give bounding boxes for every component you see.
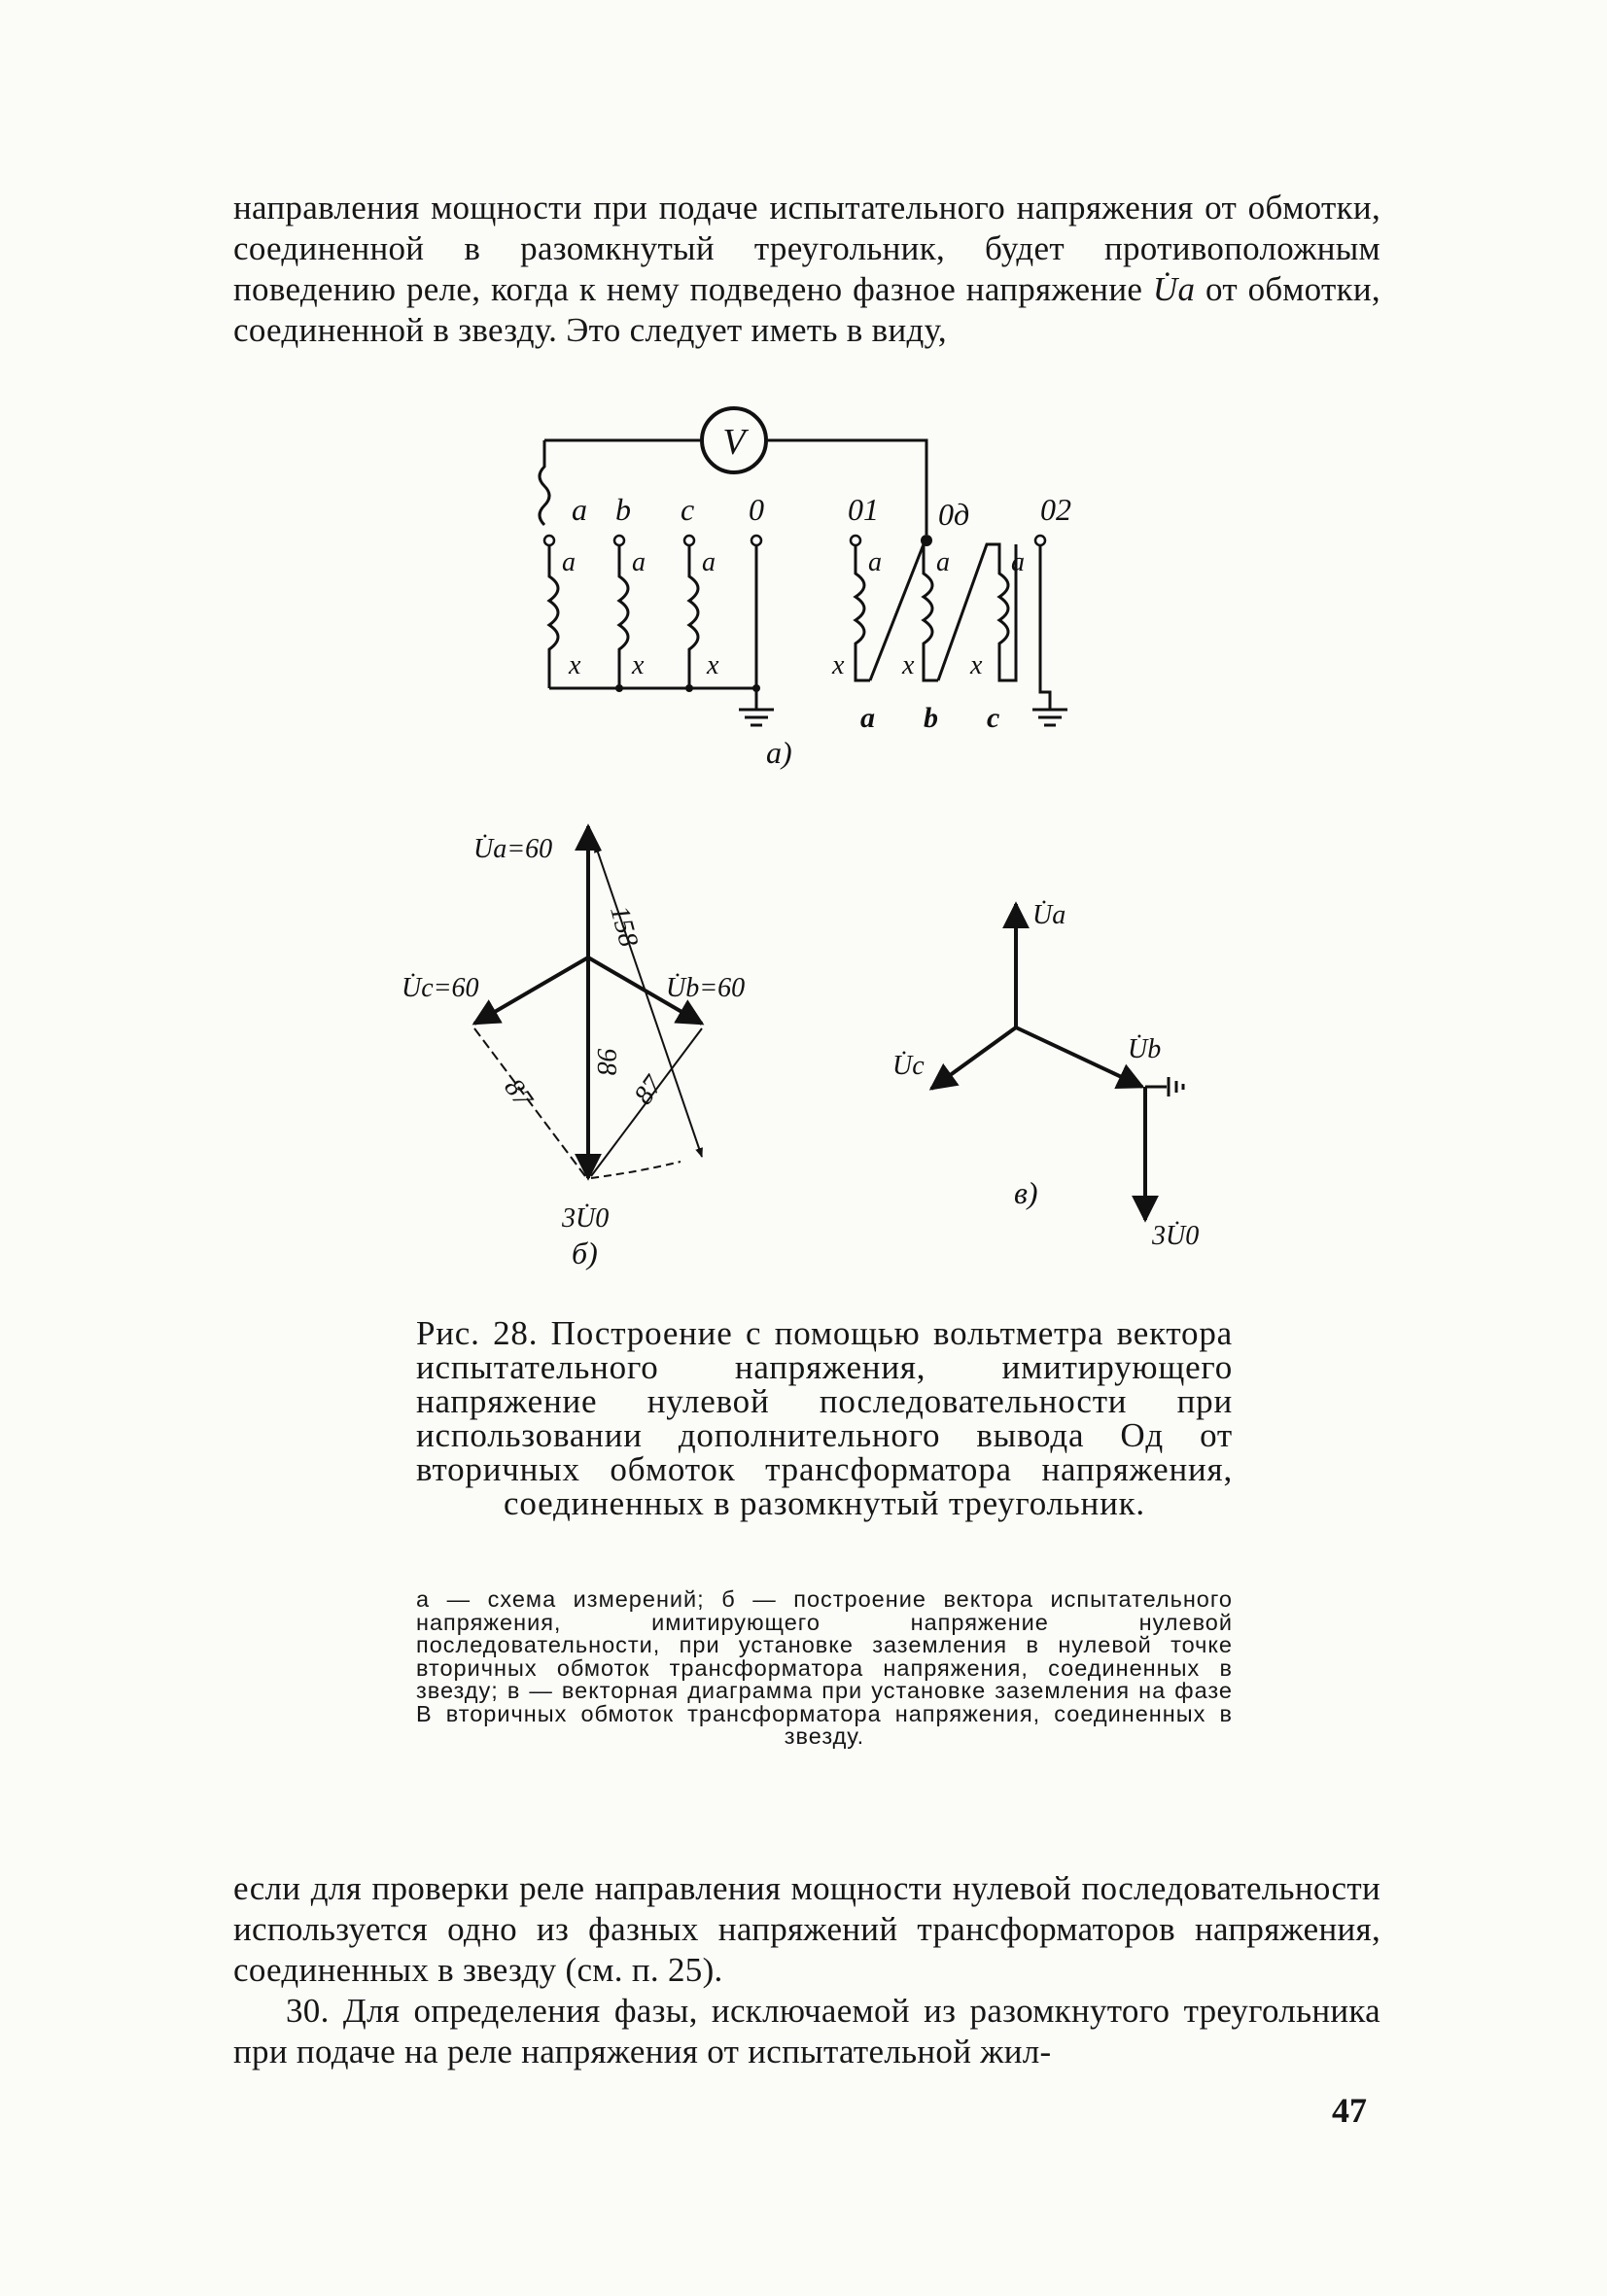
label-star-a: a xyxy=(572,492,587,527)
label-star-c: c xyxy=(681,492,695,527)
delta-ground-lead xyxy=(1040,544,1050,710)
label-star-0: 0 xyxy=(749,492,764,527)
delta-phase-a: a xyxy=(860,702,875,734)
star-ground-icon xyxy=(739,710,774,725)
winding-labels xyxy=(562,547,1025,680)
vector-uc xyxy=(474,957,588,1024)
paragraph-top-variable: U̇a xyxy=(1152,270,1196,308)
node-c xyxy=(685,684,693,692)
part-b-label: б) xyxy=(572,1235,598,1270)
delta-phase-labels xyxy=(860,702,999,734)
label-158: 158 xyxy=(604,902,645,951)
delta-c-end: x xyxy=(970,650,983,680)
paragraph-top-text: направления мощности при подаче испытательного напряжения от обмотки, соединенной в разомкнутый треугольник, будет противоположным поведению реле, когда к нему подведено фазное напряжение xyxy=(233,189,1380,308)
label-delta-01: 01 xyxy=(848,492,879,527)
delta-b-end: x xyxy=(902,650,915,680)
node-b xyxy=(615,684,623,692)
node-neutral xyxy=(752,684,760,692)
label-87-right: 87 xyxy=(628,1070,669,1111)
delta-phase-b: b xyxy=(924,702,938,734)
label-3u0-b: 3U̇0 xyxy=(562,1203,610,1234)
label-delta-0d: 0д xyxy=(938,497,970,532)
star-a-start: a xyxy=(562,547,576,577)
label-star-b: b xyxy=(615,492,631,527)
label-ua-60: U̇a=60 xyxy=(473,834,553,864)
star-c-end: x xyxy=(707,650,719,680)
voltmeter-label: V xyxy=(722,422,746,463)
label-ua-c: U̇a xyxy=(1032,900,1066,930)
vector-ub-c xyxy=(1016,1027,1142,1087)
terminals xyxy=(544,536,1045,545)
terminal-labels xyxy=(572,492,1071,532)
part-a-label: а) xyxy=(766,735,792,770)
dim-line-87-left xyxy=(474,1028,585,1176)
label-98: 98 xyxy=(591,1048,621,1075)
star-c-start: a xyxy=(702,547,716,577)
paragraph-bottom-1: если для проверки реле направления мощности нулевой последовательности используется одно из фазных напряжений трансформаторов напряжения, соединенных в звезду (см. п. 25). xyxy=(233,1869,1380,1989)
part-c-label: в) xyxy=(1014,1175,1038,1210)
paragraph-top-tail: от обмотки, соединенной в звезду. Это следует иметь в виду, xyxy=(233,270,1380,349)
circuit-diagram xyxy=(540,440,1067,725)
delta-a-end: x xyxy=(832,650,845,680)
star-winding-c xyxy=(689,544,698,688)
figure-legend: а — схема измерений; б — построение вектора испытательного напряжения, имитирующего напряжение нулевой последовательности, при установке заземления в нулевой точке вторичных обмоток трансформатора напряжения, соединенных в звезду; в — векторная диаграмма при установке заземления на фазе B вторичных обмоток трансформатора напряжения, соединенных в звезду. xyxy=(416,1586,1233,1749)
star-b-start: a xyxy=(632,547,646,577)
vector-uc-c xyxy=(931,1027,1016,1089)
ground-icon-c xyxy=(1169,1077,1183,1096)
label-uc-c: U̇c xyxy=(892,1051,925,1081)
label-delta-02: 02 xyxy=(1040,492,1071,527)
star-a-end: x xyxy=(569,650,581,680)
delta-b-start: a xyxy=(936,547,950,577)
delta-phase-c: c xyxy=(987,702,1000,734)
label-87-left: 87 xyxy=(498,1073,539,1113)
star-winding-a xyxy=(549,544,558,688)
figure-caption: Рис. 28. Построение с помощью вольтметра вектора испытательного напряжения, имитирующего напряжение нулевой последовательности при использовании дополнительного вывода Oд от вторичных обмоток трансформатора напряжения, соединенных в разомкнутый треугольник. xyxy=(416,1314,1233,1522)
label-ub-c: U̇b xyxy=(1128,1034,1162,1064)
paragraph-bottom-2: 30. Для определения фазы, исключаемой из разомкнутого треугольника при подаче на реле напряжения от испытательной жил- xyxy=(233,1992,1380,2070)
label-3u0-c: 3U̇0 xyxy=(1152,1221,1200,1251)
star-b-end: x xyxy=(632,650,645,680)
vector-construction-labels xyxy=(402,834,745,1234)
dim-arc xyxy=(591,1162,681,1178)
star-winding-b xyxy=(619,544,628,688)
lead-resistance xyxy=(540,440,549,525)
label-ub-60: U̇b=60 xyxy=(666,973,746,1003)
label-uc-60: U̇c=60 xyxy=(402,973,479,1003)
delta-c-start: a xyxy=(1011,547,1025,577)
terminal-0d xyxy=(921,535,932,546)
delta-a-start: a xyxy=(868,547,882,577)
delta-ground-icon xyxy=(1032,710,1067,725)
page-number: 47 xyxy=(1332,2091,1367,2130)
vector-diagram-labels xyxy=(892,900,1199,1251)
